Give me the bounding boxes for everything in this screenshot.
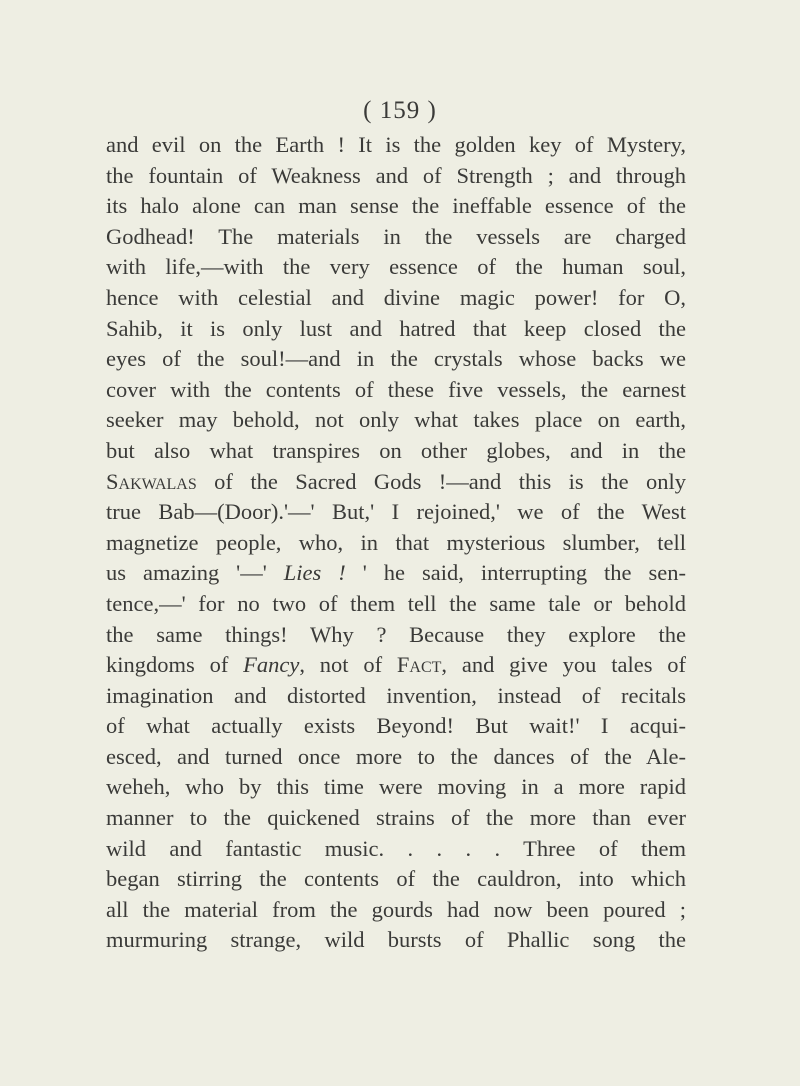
- text-line: [106, 650, 686, 681]
- italic-term: Lies !: [283, 560, 346, 586]
- text-line: began stirring the contents of the cauldron, into which: [106, 866, 686, 892]
- text-line: tence,—' for no two of them tell the same tale or behold: [106, 590, 686, 616]
- small-caps-term: Sakwalas: [106, 468, 197, 494]
- text-fragment: of the Sacred Gods !—and this is the only: [196, 468, 686, 494]
- text-line: and evil on the Earth ! It is the golden key of Mystery,: [106, 132, 686, 157]
- text-line: imagination and distorted invention, instead of recitals: [106, 682, 686, 708]
- italic-term: Fancy: [243, 652, 300, 678]
- text-line: all the material from the gourds had now been poured ;: [106, 896, 686, 922]
- text-line: with life,—with the very essence of the human soul,: [106, 254, 686, 280]
- text-line: [106, 467, 686, 498]
- text-line: wild and fantastic music. . . . . Three of them: [106, 835, 686, 861]
- text-line: true Bab—(Door).'—' But,' I rejoined,' we of the West: [106, 499, 686, 525]
- small-caps-term: Fact: [396, 652, 442, 678]
- text-line: seeker may behold, not only what takes place on earth,: [106, 407, 686, 433]
- text-line: Sahib, it is only lust and hatred that keep closed the: [106, 315, 686, 341]
- text-line: the same things! Why ? Because they explore the: [106, 621, 686, 647]
- text-line: esced, and turned once more to the dances of the Ale-: [106, 743, 686, 769]
- page-number: ( 159 ): [363, 97, 437, 124]
- text-fragment: , not of: [299, 652, 397, 678]
- text-fragment: us amazing '—': [106, 560, 284, 586]
- body-text: [106, 130, 686, 956]
- text-line: of what actually exists Beyond! But wait!' I acqui-: [106, 713, 686, 739]
- text-line: murmuring strange, wild bursts of Phallic song the: [106, 927, 686, 953]
- text-fragment: ' he said, interrupting the sen-: [345, 560, 687, 586]
- text-line: hence with celestial and divine magic power! for O,: [106, 284, 686, 310]
- text-line: but also what transpires on other globes, and in the: [106, 437, 686, 463]
- text-line: its halo alone can man sense the ineffable essence of the: [106, 193, 686, 219]
- text-fragment: , and give you tales of: [441, 652, 687, 678]
- text-line: Godhead! The materials in the vessels are charged: [106, 223, 686, 249]
- text-line: [106, 558, 686, 589]
- text-line: weheh, who by this time were moving in a more rapid: [106, 774, 686, 800]
- text-line: the fountain of Weakness and of Strength ; and through: [106, 162, 686, 188]
- text-line: manner to the quickened strains of the more than ever: [106, 805, 686, 831]
- text-line: magnetize people, who, in that mysterious slumber, tell: [106, 529, 686, 555]
- text-line: eyes of the soul!—and in the crystals whose backs we: [106, 346, 686, 372]
- text-fragment: kingdoms of: [106, 652, 244, 678]
- text-line: cover with the contents of these five vessels, the earnest: [106, 376, 686, 402]
